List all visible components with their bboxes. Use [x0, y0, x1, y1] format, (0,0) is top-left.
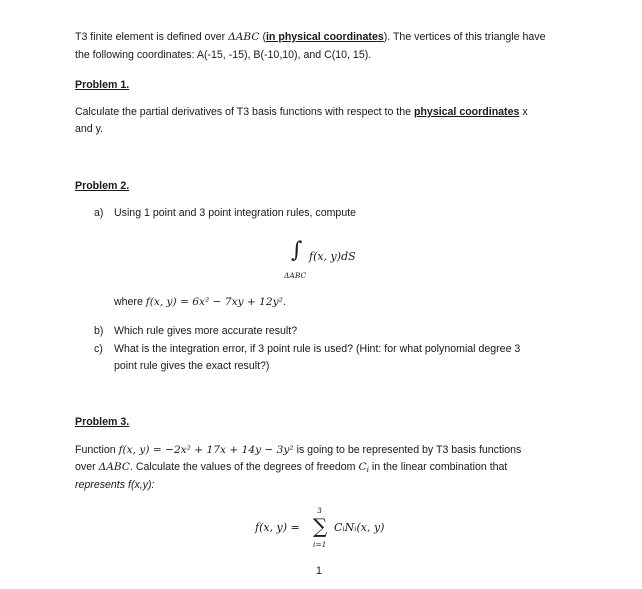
integral-domain: ΔABC	[284, 271, 307, 280]
problem-1-text: Calculate the partial derivatives of T3 basis functions with respect to the	[75, 106, 414, 118]
integral-symbol: ∫	[291, 238, 303, 263]
problem-1-line-2: and y.	[75, 123, 104, 135]
part-c-line-1: What is the integration error, if 3 point rule is used? (Hint: for what polynomial degree 3	[114, 343, 521, 355]
problem-2-heading: Problem 2.	[75, 180, 130, 192]
intro-line-1	[75, 31, 545, 43]
sum-lhs: f(x, y) =	[255, 521, 300, 534]
problem-3-function-math: f(x, y) = −2x² + 17x + 14y − 3y²	[118, 444, 294, 456]
problem-3-line-2-tail: in the linear combination that	[368, 461, 508, 473]
intro-line-2: the following coordinates: A(-15, -15), B(-10,10), and C(10, 15).	[75, 49, 372, 61]
part-b-marker: b)	[94, 325, 104, 337]
part-a-marker: a)	[94, 207, 104, 219]
problem-3-heading: Problem 3.	[75, 416, 130, 428]
sum-upper-limit: 3	[317, 506, 322, 515]
problem-1-text-tail: x	[519, 106, 528, 118]
physical-coordinates-emphasis: in physical coordinates	[265, 31, 384, 43]
intro-paren: (	[259, 31, 266, 43]
problem-3-text-tail: is going to be represented by T3 basis functions	[293, 444, 522, 456]
problem-3-line-2-text: over	[75, 461, 99, 473]
where-line	[114, 296, 286, 308]
intro-text-tail: ). The vertices of this triangle have	[383, 31, 546, 43]
physical-coordinates-emphasis-2: physical coordinates	[413, 106, 520, 118]
triangle-abc-math: ΔABC	[228, 31, 260, 43]
part-c-line-2: point rule gives the exact result?)	[114, 360, 270, 372]
where-prefix: where	[114, 296, 146, 308]
problem-3-line-2-mid: . Calculate the values of the degrees of freedom	[129, 461, 359, 473]
sum-rhs: CᵢNᵢ(x, y)	[334, 521, 385, 534]
problem-3-line-3: represents f(x,y):	[75, 479, 155, 491]
triangle-abc-math-2: ΔABC	[98, 461, 130, 473]
part-a-text: Using 1 point and 3 point integration rules, compute	[114, 207, 357, 219]
where-function-math: f(x, y) = 6x² − 7xy + 12y².	[145, 296, 287, 308]
problem-1-line-1	[75, 106, 528, 118]
problem-1-heading: Problem 1.	[75, 79, 130, 91]
page-number: 1	[316, 565, 322, 577]
problem-3-line-2	[75, 461, 507, 474]
part-b-text: Which rule gives more accurate result?	[114, 325, 298, 337]
dof-symbol: C	[358, 461, 367, 473]
problem-3-text: Function	[75, 444, 119, 456]
part-c-marker: c)	[94, 343, 103, 355]
integrand: f(x, y)dS	[309, 250, 356, 263]
sum-lower-limit: i=1	[313, 540, 327, 549]
problem-3-line-1	[75, 444, 521, 456]
dof-subscript: i	[366, 465, 369, 474]
sigma-symbol: ∑	[313, 514, 328, 538]
intro-text: T3 finite element is defined over	[75, 31, 229, 43]
